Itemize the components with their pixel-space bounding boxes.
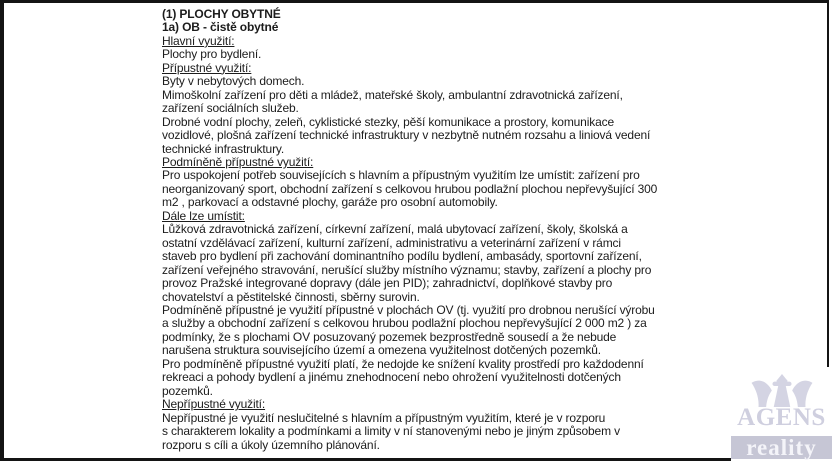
text-line: rekreaci a pohody bydlení a jinému znehodnocení nebo ohrožení využitelnosti dotčených [162,370,621,385]
text-line: vozidlové, plošná zařízení technické infrastruktury v nezbytně nutném rozsahu a liniová vedení [162,128,651,143]
crown-icon [743,374,821,407]
text-line: pozemků. [162,383,213,398]
text-line: chovatelství a pěstitelské činnosti, sběrny surovin. [162,289,420,304]
text-line: narušena struktura souvisejícího území a omezena využitelnost dotčených pozemků. [162,343,601,358]
text-line: Drobné vodní plochy, zeleň, cyklistické stezky, pěší komunikace a prostory, komunikace [162,114,614,129]
text-line: staveb pro bydlení při zachování dominantního podílu bydlení, ambasády, sportovní zařízení, [162,249,642,264]
text-line: Plochy pro bydlení. [162,47,262,62]
text-line: Přípustné využití: [162,60,252,75]
text-line: Lůžková zdravotnická zařízení, církevní zařízení, malá ubytovací zařízení, školy, školská a [162,222,628,237]
watermark-brand: AGENS [737,404,826,431]
text-line: a služby a obchodní zařízení s celkovou hrubou podlažní plochou nepřevyšující 2 000 m2 ) za [162,316,647,331]
text-line: zařízení sociálních služeb. [162,101,299,116]
text-line: Dále lze umístit: [162,208,245,223]
text-line: Mimoškolní zařízení pro děti a mládež, mateřské školy, ambulantní zdravotnická zařízení, [162,87,623,102]
document-text [162,8,762,452]
text-line: rozporu s cíli a úkoly územního plánování. [162,437,380,452]
watermark [731,367,832,468]
text-line: Pro uspokojení potřeb souvisejících s hlavním a přípustným využitím lze umístit: zařízení pro [162,168,640,183]
text-line: m2 , parkovací a odstavné plochy, garáže pro osobní automobily. [162,195,498,210]
watermark-tagline: reality [746,435,817,460]
text-line: s charakterem lokality a podmínkami a limity v ní stanovenými nebo je jiným způsobem v [162,424,620,439]
text-line: neorganizovaný sport, obchodní zařízení s celkovou hrubou podlažní plochou nepřevyšující 300 [162,181,658,196]
text-line: ostatní vzdělávací zařízení, kulturní zařízení, administrativu a veterinární zařízení v rámci [162,235,621,250]
text-line: 1a) OB - čistě obytné [162,20,279,35]
text-line: podmínky, že s plochami OV posuzovaný pozemek bezprostředně sousedí a že nebude [162,329,617,344]
text-line: provoz Pražské integrované dopravy (dále jen PID); zahradnictví, doplňkové stavby pro [162,276,613,291]
text-line: Podmíněně přípustné využití: [162,154,314,169]
text-line: Hlavní využití: [162,33,235,48]
text-line: Podmíněně přípustné je využití přípustné v plochách OV (tj. využití pro drobnou nerušící výrobu [162,302,655,317]
text-line: (1) PLOCHY OBYTNÉ [162,7,281,21]
text-line: Nepřípustné využití: [162,397,266,412]
text-line: technické infrastruktury. [162,141,285,156]
text-line: Pro podmíněně přípustné využití platí, že nedojde ke snížení kvality prostředí pro každodenní [162,356,644,371]
text-line: zařízení veřejného stravování, nerušící služby místního významu; stavby, zařízení a plochy pro [162,262,652,277]
watermark-tagline-box [731,436,832,459]
text-line: Byty v nebytových domech. [162,74,305,89]
text-line: Nepřípustné je využití neslučitelné s hlavním a přípustným využitím, které je v rozporu [162,410,606,425]
